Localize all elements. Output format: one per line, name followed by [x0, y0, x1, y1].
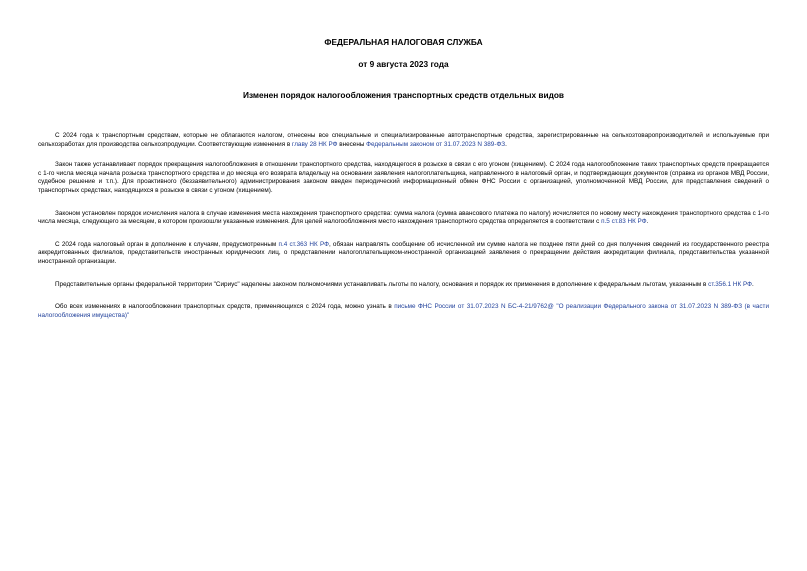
- link-chapter-28-tax-code[interactable]: главу 28 НК РФ: [292, 140, 338, 148]
- paragraph-location-change: Законом установлен порядок исчисления налога в случае изменения места нахождения транспортного средства: сумма налога (сумма авансового платежа по налогу) исчисляется по новому месту нахождения транспортного средства с 1-го числа месяца, следующего за месяцем, в котором произошли указанные изменения. Для целей налогообложения место нахождения транспортного средства определяется в соответствии с п.5 ст.83 НК РФ.: [38, 209, 769, 226]
- paragraph-fns-letter: Обо всех изменениях в налогообложении транспортных средств, применяющихся с 2024 года, можно узнать в письме ФНС России от 31.07.2023 N БС-4-21/9762@ "О реализации Федерального закона от 31.07.2023 N 389-ФЗ (в части налогообложения имущества)": [38, 303, 769, 319]
- paragraph-stolen-vehicles: Закон также устанавливает порядок прекращения налогообложения в отношении транспортного средства, находящегося в розыске в связи с его угоном (хищением). С 2024 года налогообложение таких транспортных средств прекращается с 1-го числа месяца начала розыска транспортного средства и до месяца его возврата владельцу на основании заявления налогоплательщика, направленного в налоговый орган, и подтверждающих документов (справка из органов МВД России, судебное решение и т.п.). Для проактивного (беззаявительного) администрирования законом введен периодический информационный обмен ФНС России с организацией, уполномоченной МВД России, для представления сведений о транспортных средствах, находящихся в розыске в связи с угоном (хищением).: [38, 161, 769, 194]
- document-body: [38, 132, 769, 320]
- document-date: от 9 августа 2023 года: [358, 59, 449, 69]
- paragraph-tax-notice: С 2024 года налоговый орган в дополнение к случаям, предусмотренным п.4 ст.363 НК РФ, обязан направлять сообщение об исчисленной им сумме налога не позднее пяти дней со дня получения сведений из государственного реестра аккредитованных филиалов, представительств иностранных юридических лиц, о представлении налогоплательщиком-иностранной организацией заявления о прекращении действия аккредитации филиала, представительства указанной иностранной организации.: [38, 240, 769, 265]
- paragraph-exempt-vehicles: С 2024 года к транспортным средствам, которые не облагаются налогом, отнесены все специальные и специализированные автотранспортные средства, зарегистрированные на сельхозтоваропроизводителей и используемые при сельхозработах для производства сельхозпродукции. Соответствующие изменения в главу 28 НК РФ внесены Федеральным законом от 31.07.2023 N 389-ФЗ.: [38, 132, 769, 148]
- link-p4-art363-tax-code[interactable]: п.4 ст.363 НК РФ: [278, 240, 329, 248]
- link-art356-1-tax-code[interactable]: ст.356.1 НК РФ: [708, 280, 752, 288]
- link-federal-law-389[interactable]: Федеральным законом от 31.07.2023 N 389-ФЗ: [366, 140, 506, 148]
- document-headline: Изменен порядок налогообложения транспортных средств отдельных видов: [242, 90, 564, 100]
- link-fns-letter-bs-4-21-9762[interactable]: письме ФНС России от 31.07.2023 N БС-4-21/9762@ "О реализации Федерального закона от 31.07.2023 N 389-ФЗ (в части налогообложения имущества)": [38, 303, 769, 319]
- agency-title: ФЕДЕРАЛЬНАЯ НАЛОГОВАЯ СЛУЖБА: [324, 37, 483, 47]
- link-p5-art83-tax-code[interactable]: п.5 ст.83 НК РФ: [601, 218, 647, 226]
- paragraph-sirius-benefits: Представительные органы федеральной территории "Сириус" наделены законом полномочиями устанавливать льготы по налогу, основания и порядок их применения в дополнение к федеральным льготам, указанным в ст.356.1 НК РФ.: [55, 280, 754, 288]
